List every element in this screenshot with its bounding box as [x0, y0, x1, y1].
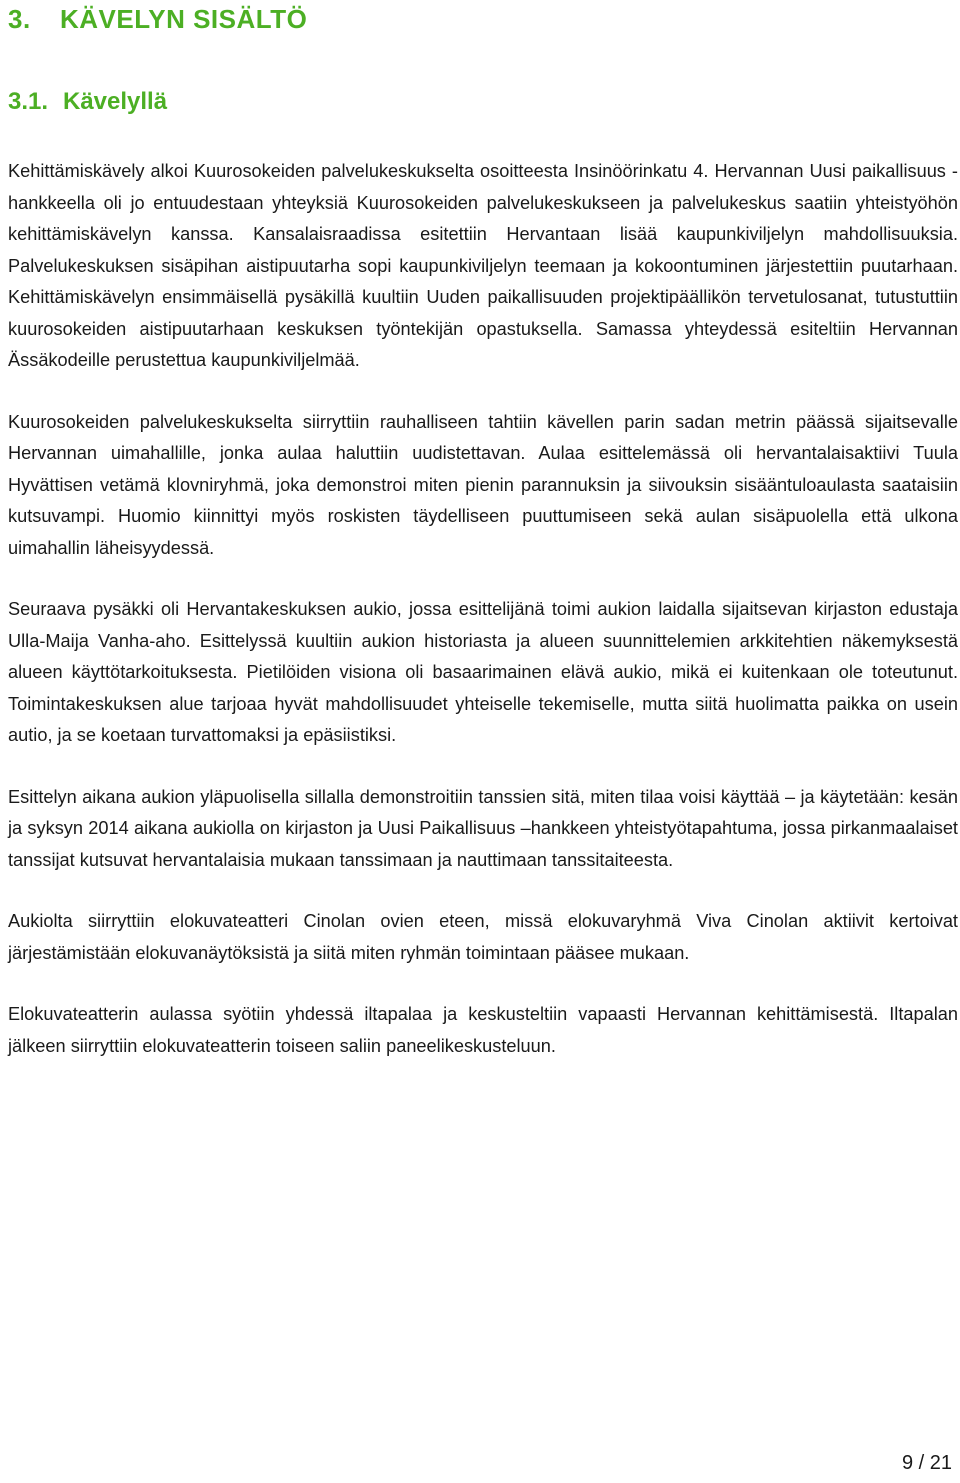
- chapter-title: KÄVELYN SISÄLTÖ: [60, 4, 308, 34]
- section-title: Kävelyllä: [63, 88, 168, 115]
- section-number: 3.1.: [8, 88, 49, 115]
- section-heading: [8, 88, 167, 116]
- paragraph: Kehittämiskävely alkoi Kuurosokeiden palvelukeskukselta osoitteesta Insinöörinkatu 4. Hervannan Uusi paikallisuus -hankkeella oli jo entuudestaan yhteyksiä Kuurosokeiden palvelukeskukseen ja palvelukeskus saatiin yhteistyöhön kehittämiskävelyn kanssa. Kansalaisraadissa esitettiin Hervantaan lisää kaupunkiviljelyn mahdollisuuksia. Palvelukeskuksen sisäpihan aistipuutarha sopi kaupunkiviljelyn teemaan ja kokoontuminen järjestettiin puutarhaan. Kehittämiskävelyn ensimmäisellä pysäkillä kuultiin Uuden paikallisuuden projektipäällikön tervetulosanat, tutustuttiin kuurosokeiden aistipuutarhaan keskuksen työntekijän opastuksella. Samassa yhteydessä esiteltiin Hervannan Ässäkodeille perustettua kaupunkiviljelmää.: [8, 161, 958, 370]
- paragraph: Elokuvateatterin aulassa syötiin yhdessä iltapalaa ja keskusteltiin vapaasti Hervannan kehittämisestä. Iltapalan jälkeen siirryttiin elokuvateatterin toiseen saliin paneelikeskusteluun.: [8, 1004, 958, 1056]
- paragraph: Kuurosokeiden palvelukeskukselta siirryttiin rauhalliseen tahtiin kävellen parin sadan metrin päässä sijaitsevalle Hervannan uimahallille, jonka aulaa haluttiin uudistettavan. Aulaa esittelemässä oli hervantalaisaktiivi Tuula Hyvättisen vetämä klovniryhmä, joka demonstroi miten pienin parannuksin ja siivouksin sisääntuloaulasta saataisiin kutsuvampi. Huomio kiinnittyi myös roskisten täydelliseen puuttumiseen sekä aulan sisäpuolella että ulkona uimahallin läheisyydessä.: [8, 411, 958, 558]
- paragraph: Seuraava pysäkki oli Hervantakeskuksen aukio, jossa esittelijänä toimi aukion laidalla sijaitsevan kirjaston edustaja Ulla-Maija Vanha-aho. Esittelyssä kuultiin aukion historiasta ja alueen suunnittelemien arkkitehtien näkemyksestä alueen käyttötarkoituksesta. Pietilöiden visiona oli basaarimainen elävä aukio, mikä ei kuitenkaan ole toteutunut. Toimintakeskuksen alue tarjoaa hyvät mahdollisuudet yhteiselle tekemiselle, mutta siitä huolimatta paikka on usein autio, ja se koetaan turvattomaksi ja epäsiistiksi.: [8, 599, 958, 745]
- page-number: 9 / 21: [901, 1452, 952, 1474]
- body-text: [8, 156, 958, 1092]
- paragraph: Esittelyn aikana aukion yläpuolisella sillalla demonstroitiin tanssien sitä, miten tilaa voisi käyttää – ja käytetään: kesän ja syksyn 2014 aikana aukiolla on kirjaston ja Uusi Paikallisuus –hankkeen yhteistyötapahtuma, jossa pirkanmaalaiset tanssijat kutsuvat hervantalaisia mukaan tanssimaan ja nauttimaan tanssitaiteesta.: [8, 786, 958, 870]
- paragraph: Aukiolta siirryttiin elokuvateatteri Cinolan ovien eteen, missä elokuvaryhmä Viva Cinolan aktiivit kertoivat järjestämistään elokuvanäytöksistä ja siitä miten ryhmän toimintaan pääsee mukaan.: [8, 911, 958, 963]
- chapter-number: 3.: [8, 4, 31, 34]
- chapter-heading: [8, 4, 307, 35]
